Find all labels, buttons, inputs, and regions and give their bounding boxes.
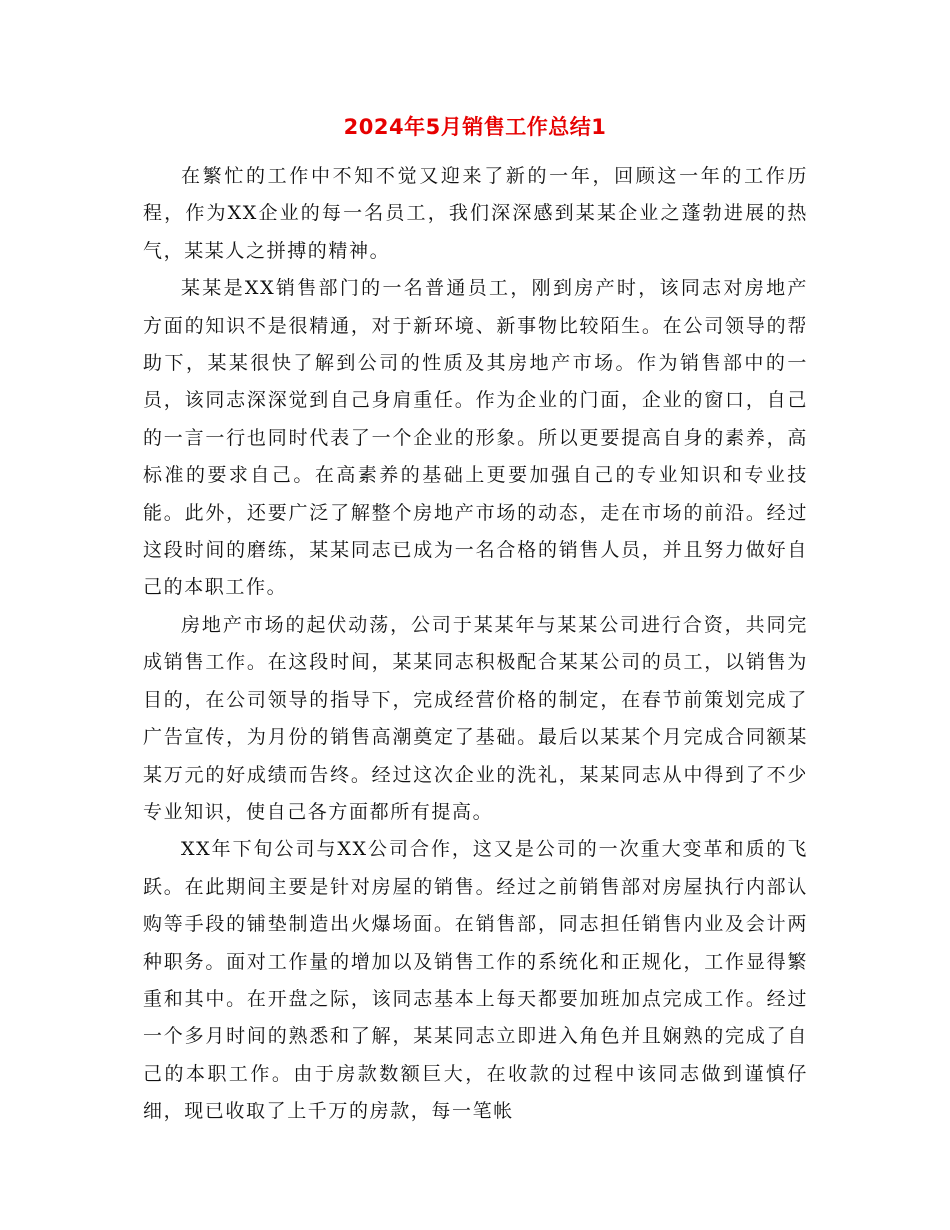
paragraph-1: 在繁忙的工作中不知不觉又迎来了新的一年，回顾这一年的工作历程，作为XX企业的每一名员工，我们深深感到某某企业之蓬勃进展的热气，某某人之拼搏的精神。	[143, 165, 808, 262]
paragraph-4: XX年下旬公司与XX公司合作，这又是公司的一次重大变革和质的飞跃。在此期间主要是针对房屋的销售。经过之前销售部对房屋执行内部认购等手段的铺垫制造出火爆场面。在销售部，同志担任销售内业及会计两种职务。面对工作量的增加以及销售工作的系统化和正规化，工作显得繁重和其中。在开盘之际，该同志基本上每天都要加班加点完成工作。经过一个多月时间的熟悉和了解，某某同志立即进入角色并且娴熟的完成了自己的本职工作。由于房款数额巨大，在收款的过程中该同志做到谨慎仔细，现已收取了上千万的房款，每一笔帐	[143, 838, 808, 1123]
paragraph-3: 房地产市场的起伏动荡，公司于某某年与某某公司进行合资，共同完成销售工作。在这段时间，某某同志积极配合某某公司的员工，以销售为目的，在公司领导的指导下，完成经营价格的制定，在春节前策划完成了广告宣传，为月份的销售高潮奠定了基础。最后以某某个月完成合同额某某万元的好成绩而告终。经过这次企业的洗礼，某某同志从中得到了不少专业知识，使自己各方面都所有提高。	[143, 613, 808, 823]
document-title: 2024年5月销售工作总结1	[343, 115, 607, 139]
document-body	[143, 158, 808, 1131]
paragraph-2: 某某是XX销售部门的一名普通员工，刚到房产时，该同志对房地产方面的知识不是很精通，对于新环境、新事物比较陌生。在公司领导的帮助下，某某很快了解到公司的性质及其房地产市场。作为销售部中的一员，该同志深深觉到自己身肩重任。作为企业的门面，企业的窗口，自己的一言一行也同时代表了一个企业的形象。所以更要提高自身的素养，高标准的要求自己。在高素养的基础上更要加强自己的专业知识和专业技能。此外，还要广泛了解整个房地产市场的动态，走在市场的前沿。经过这段时间的磨练，某某同志已成为一名合格的销售人员，并且努力做好自己的本职工作。	[143, 277, 808, 599]
